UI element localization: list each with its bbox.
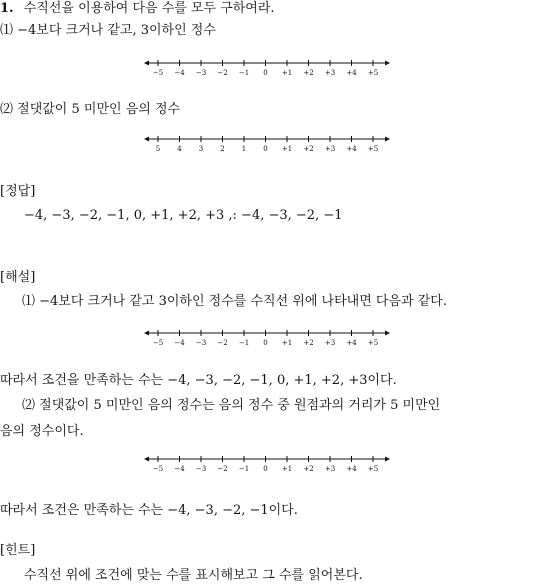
tick-label: 0 <box>263 69 268 77</box>
number-line-3 <box>144 326 390 350</box>
tick-label: +1 <box>281 145 293 153</box>
number-line-2 <box>144 132 390 156</box>
explanation-line-2: 따라서 조건을 만족하는 수는 −4, −3, −2, −1, 0, +1, +2, +3이다. <box>0 373 397 388</box>
tick-label: 4 <box>177 145 182 153</box>
tick-label: +1 <box>281 465 293 473</box>
number-line-1 <box>144 56 390 80</box>
tick-label: +1 <box>281 339 293 347</box>
axis-arrow-left <box>144 61 149 66</box>
tick-label: −2 <box>217 339 228 347</box>
number-line-4 <box>144 452 390 476</box>
tick-label: +5 <box>367 69 379 77</box>
axis-arrow-right <box>385 61 390 66</box>
tick-label: −4 <box>174 465 185 473</box>
tick-label: +3 <box>324 69 336 77</box>
tick-label: −5 <box>152 339 164 347</box>
axis-arrow-left <box>144 457 149 462</box>
tick-label: −1 <box>238 69 250 77</box>
tick-label: 0 <box>263 145 268 153</box>
explanation-line-3: ⑵ 절댓값이 5 미만인 음의 정수는 음의 정수 중 원점과의 거리가 5 미만인 <box>22 398 441 413</box>
tick-label: −5 <box>152 465 164 473</box>
axis-arrow-left <box>144 137 149 142</box>
tick-label: +4 <box>346 339 357 347</box>
explanation-line-1: ⑴ −4보다 크거나 같고 3이하인 정수를 수직선 위에 나타내면 다음과 같다. <box>22 294 447 309</box>
tick-label: +4 <box>346 465 357 473</box>
tick-label: +1 <box>281 69 293 77</box>
tick-label: +5 <box>367 465 379 473</box>
answer-heading: [정답] <box>0 184 36 199</box>
tick-label: +5 <box>367 145 379 153</box>
tick-label: +3 <box>324 465 336 473</box>
tick-label: −2 <box>217 465 228 473</box>
tick-label: +5 <box>367 339 379 347</box>
answer-text: −4, −3, −2, −1, 0, +1, +2, +3 ,: −4, −3, −2, −1 <box>24 208 343 223</box>
axis-arrow-left <box>144 331 149 336</box>
tick-label: +3 <box>324 339 336 347</box>
tick-label: +2 <box>303 145 314 153</box>
tick-label: 3 <box>198 145 204 153</box>
tick-label: −3 <box>195 69 207 77</box>
number-line-axis <box>144 56 390 70</box>
tick-label: 1 <box>241 145 247 153</box>
axis-arrow-right <box>385 137 390 142</box>
tick-label: −1 <box>238 465 250 473</box>
problem-number: 1. <box>0 1 14 16</box>
hint-text: 수직선 위에 조건에 맞는 수를 표시해보고 그 수를 읽어본다. <box>24 568 363 583</box>
number-line-axis <box>144 452 390 466</box>
tick-label: −3 <box>195 465 207 473</box>
tick-label: 5 <box>155 145 161 153</box>
tick-label: 2 <box>220 145 225 153</box>
problem-text: 수직선을 이용하여 다음 수를 모두 구하여라. <box>23 1 275 16</box>
explanation-line-5: 따라서 조건은 만족하는 수는 −4, −3, −2, −1이다. <box>0 503 298 518</box>
number-line-axis <box>144 326 390 340</box>
tick-label: −4 <box>174 69 185 77</box>
axis-arrow-right <box>385 457 390 462</box>
tick-label: −4 <box>174 339 185 347</box>
tick-label: −1 <box>238 339 250 347</box>
tick-label: 0 <box>263 339 268 347</box>
tick-label: +3 <box>324 145 336 153</box>
explanation-heading: [해설] <box>0 270 36 285</box>
tick-label: +4 <box>346 69 357 77</box>
problem-header <box>0 1 275 17</box>
tick-label: +4 <box>346 145 357 153</box>
explanation-line-4: 음의 정수이다. <box>0 424 84 439</box>
hint-heading: [힌트] <box>0 543 36 558</box>
tick-label: −2 <box>217 69 228 77</box>
tick-label: −3 <box>195 339 207 347</box>
number-line-axis <box>144 132 390 146</box>
tick-label: +2 <box>303 69 314 77</box>
tick-label: 0 <box>263 465 268 473</box>
problem-part2: ⑵ 절댓값이 5 미만인 음의 정수 <box>0 102 181 117</box>
tick-label: +2 <box>303 465 314 473</box>
problem-part1: ⑴ −4보다 크거나 같고, 3이하인 정수 <box>0 23 216 38</box>
tick-label: +2 <box>303 339 314 347</box>
axis-arrow-right <box>385 331 390 336</box>
tick-label: −5 <box>152 69 164 77</box>
